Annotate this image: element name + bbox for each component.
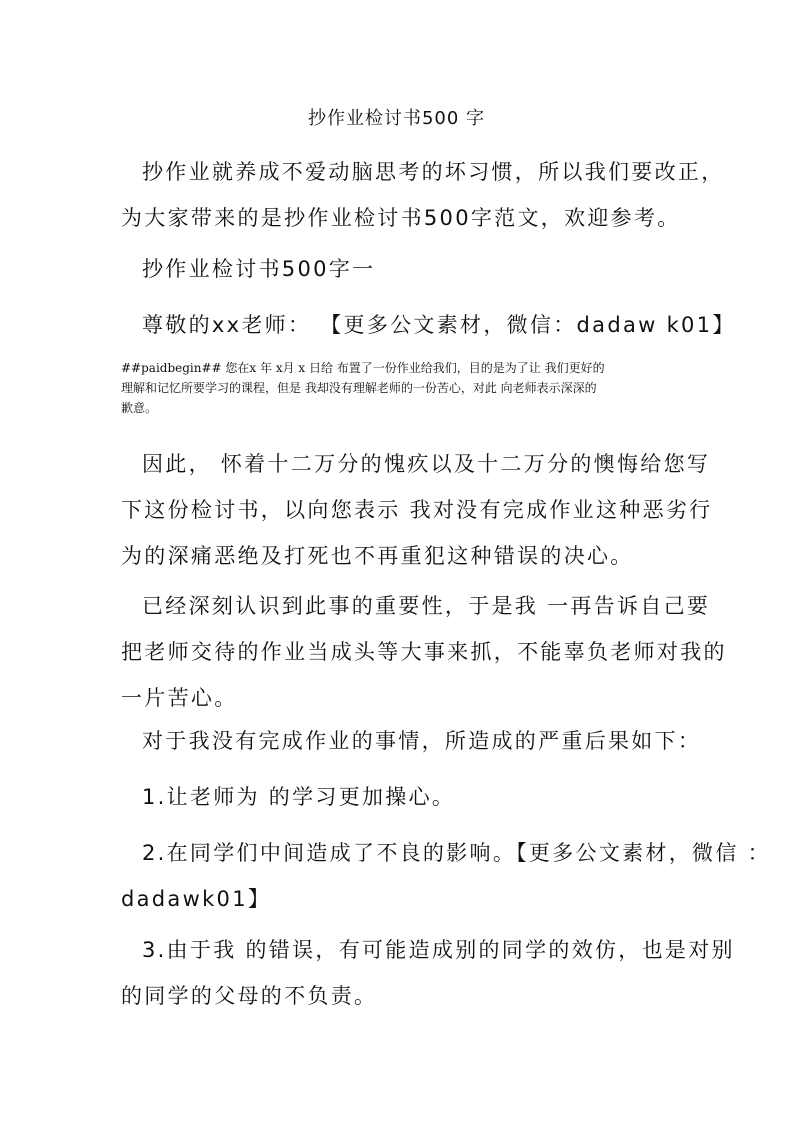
consequences-intro-block [121,718,702,764]
therefore-line-1: 因此， 怀着十二万分的愧疚以及十二万分的懊悔给您写 [142,452,711,476]
realized-line-2: 把老师交待的作业当成头等大事来抓，不能辜负老师对我的 [121,640,727,664]
list-item-3-line-2: 的同学的父母的不负责。 [121,984,378,1008]
list-item-2-line-2: dadawk01】 [121,887,272,911]
small-line-1: ##paidbegin## 您在x 年 x月 x 日给 布置了一份作业给我们，目的是为了让 我们更好的 [121,361,605,375]
section-heading-block [121,246,677,292]
item-1-block [121,774,677,820]
item-2-block [121,830,771,922]
small-print-paragraph [121,358,677,418]
realized-line-3: 一片苦心。 [121,686,238,710]
document-title: 抄作业检讨书500 字 [307,108,486,129]
list-item-3-line-1: 3.由于我 的错误，有可能造成别的同学的效仿，也是对别 [142,938,735,962]
item-3-block [121,927,735,1019]
realized-line-1: 已经深刻认识到此事的重要性，于是我 一再告诉自己要 [142,594,711,618]
intro-paragraph [121,149,725,241]
therefore-line-3: 为的深痛恶绝及打死也不再重犯这种错误的决心。 [121,544,634,568]
therefore-paragraph [121,441,713,579]
intro-line-1: 抄作业就养成不爱动脑思考的坏习惯，所以我们要改正， [142,160,725,184]
salutation: 尊敬的xx老师： 【更多公文素材，微信：dadaw k01】 [142,313,736,337]
section-heading: 抄作业检讨书500字一 [142,257,376,281]
consequences-intro: 对于我没有完成作业的事情，所造成的严重后果如下： [142,729,702,753]
list-item-1: 1.让老师为 的学习更加操心。 [142,785,456,809]
intro-line-2: 为大家带来的是抄作业检讨书500字范文，欢迎参考。 [121,206,681,230]
list-item-2-line-1: 2.在同学们中间造成了不良的影响。【更多公文素材，微信 ： [142,841,771,865]
small-line-3: 歉意。 [121,401,158,415]
realized-paragraph [121,583,727,721]
salutation-block [121,302,736,348]
therefore-line-2: 下这份检讨书，以向您表示 我对没有完成作业这种恶劣行 [121,498,713,522]
small-line-2: 理解和记忆所要学习的课程，但是 我却没有理解老师的一份苦心，对此 向老师表示深深的 [121,381,597,395]
